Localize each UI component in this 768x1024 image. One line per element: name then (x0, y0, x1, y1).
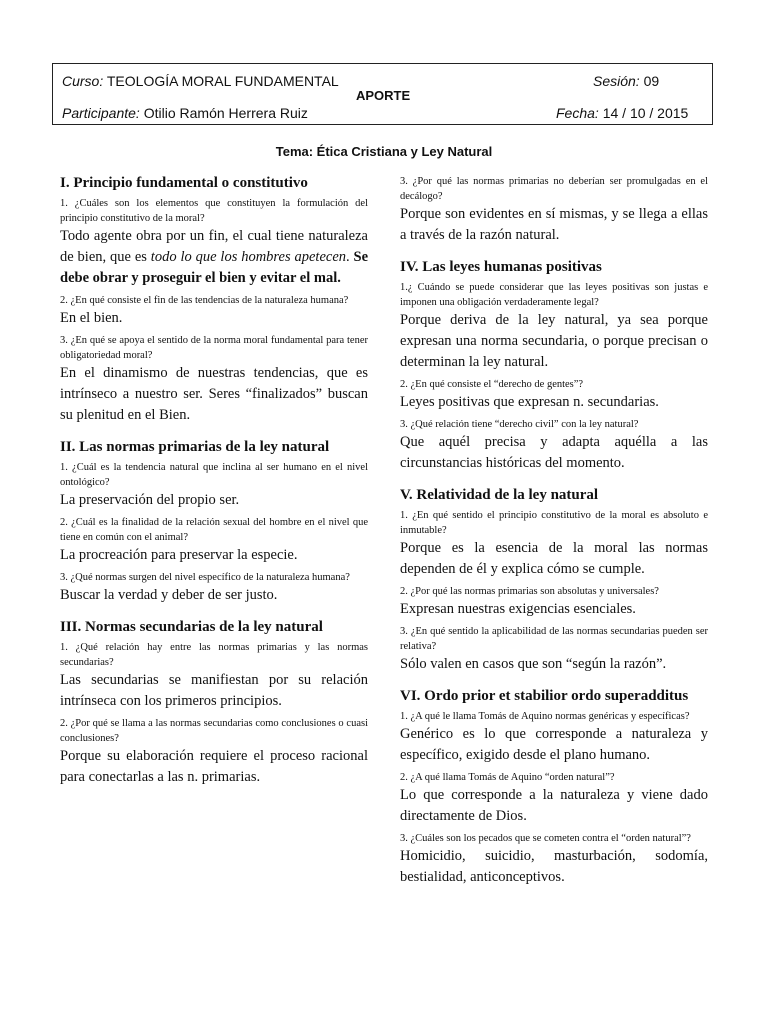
section-title: I. Principio fundamental o constitutivo (60, 175, 308, 191)
section-2 (60, 438, 368, 606)
date-label: Fecha: (556, 105, 599, 121)
section-5 (400, 486, 708, 675)
participant-field (62, 105, 308, 121)
session-field (593, 73, 659, 89)
section-title: IV. Las leyes humanas positivas (400, 259, 602, 275)
session-value: 09 (643, 73, 660, 89)
answer: Porque deriva de la ley natural, ya sea porque expresan una norma secundaria, o porque precisan o determinan la ley natural. (400, 312, 708, 370)
section-title: V. Relatividad de la ley natural (400, 487, 599, 503)
page-title: Tema: Ética Cristiana y Ley Natural (275, 144, 493, 159)
date-value: 14 / 10 / 2015 (602, 105, 689, 121)
question: 3. ¿Por qué las normas primarias no deberían ser promulgadas en el decálogo? (400, 176, 708, 202)
date-field (556, 105, 688, 121)
answer: La procreación para preservar la especie. (60, 547, 298, 563)
answer: Buscar la verdad y deber de ser justo. (60, 587, 278, 603)
answer: La preservación del propio ser. (60, 492, 240, 508)
question: 2. ¿En qué consiste el “derecho de gentes”? (400, 379, 584, 390)
answer: En el bien. (60, 310, 123, 326)
answer: En el dinamismo de nuestras tendencias, que es intrínseco a nuestro ser. Seres “finalizados” buscan su plenitud en el Bien. (60, 365, 368, 423)
question: 1.¿ Cuándo se puede considerar que las leyes positivas son justas e imponen una obligación verdaderamente legal? (400, 282, 708, 308)
answer: Leyes positivas que expresan n. secundarias. (400, 394, 659, 410)
question: 2. ¿Por qué se llama a las normas secundarias como conclusiones o cuasi conclusiones? (60, 718, 368, 744)
section-6 (400, 687, 708, 888)
session-label: Sesión: (593, 73, 640, 89)
answer: Las secundarias se manifiestan por su relación intrínseca con los primeros principios. (60, 672, 368, 709)
participant-label: Participante: (62, 105, 140, 121)
answer: Porque es la esencia de la moral las normas dependen de él y explica cómo se cumple. (400, 540, 708, 577)
answer: Todo agente obra por un fin, el cual tiene naturaleza de bien, que es todo lo que los hombres apetecen. Se debe obrar y proseguir el bien y evitar el mal. (60, 228, 369, 286)
question: 2. ¿A qué llama Tomás de Aquino “orden natural”? (400, 772, 615, 783)
answer: Sólo valen en casos que son “según la razón”. (400, 656, 667, 672)
question: 1. ¿En qué sentido el principio constitutivo de la moral es absoluto e inmutable? (400, 510, 708, 536)
answer: Porque son evidentes en sí mismas, y se llega a ellas a través de la razón natural. (400, 206, 708, 243)
answer: Lo que corresponde a la naturaleza y viene dado directamente de Dios. (400, 787, 708, 824)
right-column (400, 174, 708, 900)
header-box (52, 63, 713, 125)
answer: Porque su elaboración requiere el proceso racional para conectarlas a las n. primarias. (60, 748, 368, 785)
question: 3. ¿En qué se apoya el sentido de la norma moral fundamental para tener obligatoriedad moral? (60, 335, 368, 361)
answer: Que aquél precisa y adapta aquélla a las circunstancias históricas del momento. (400, 434, 708, 471)
answer: Expresan nuestras exigencias esenciales. (400, 601, 636, 617)
question: 2. ¿En qué consiste el fin de las tendencias de la naturaleza humana? (60, 295, 349, 306)
section-3-continued (400, 174, 708, 246)
section-title: VI. Ordo prior et stabilior ordo superadditus (400, 688, 689, 704)
answer: Genérico es lo que corresponde a naturaleza y específico, exigido desde el plano humano. (400, 726, 708, 763)
course-value: TEOLOGÍA MORAL FUNDAMENTAL (106, 73, 339, 89)
question: 1. ¿Cuál es la tendencia natural que inclina al ser humano en el nivel ontológico? (60, 462, 368, 488)
section-3 (60, 618, 368, 788)
participant-value: Otilio Ramón Herrera Ruiz (143, 105, 308, 121)
course-field (62, 73, 339, 89)
question: 1. ¿Cuáles son los elementos que constituyen la formulación del principio constitutivo de la moral? (60, 198, 368, 224)
question: 2. ¿Cuál es la finalidad de la relación sexual del hombre en el nivel que tiene en común con el animal? (60, 517, 368, 543)
section-1 (60, 174, 368, 426)
course-label: Curso: (62, 73, 104, 89)
question: 2. ¿Por qué las normas primarias son absolutas y universales? (400, 586, 659, 597)
question: 3. ¿En qué sentido la aplicabilidad de las normas secundarias pueden ser relativa? (400, 626, 708, 652)
question: 1. ¿Qué relación hay entre las normas primarias y las normas secundarias? (60, 642, 368, 668)
question: 3. ¿Qué relación tiene “derecho civil” con la ley natural? (400, 419, 639, 430)
section-4 (400, 258, 708, 474)
section-title: III. Normas secundarias de la ley natural (60, 619, 323, 635)
question: 3. ¿Cuáles son los pecados que se cometen contra el “orden natural”? (400, 833, 691, 844)
left-column (60, 174, 368, 800)
section-title: II. Las normas primarias de la ley natural (60, 439, 330, 455)
question: 3. ¿Qué normas surgen del nivel específico de la naturaleza humana? (60, 572, 350, 583)
question: 1. ¿A qué le llama Tomás de Aquino normas genéricas y específicas? (400, 711, 690, 722)
answer: Homicidio, suicidio, masturbación, sodomía, bestialidad, anticonceptivos. (400, 848, 708, 885)
aporte-heading: APORTE (356, 88, 411, 103)
